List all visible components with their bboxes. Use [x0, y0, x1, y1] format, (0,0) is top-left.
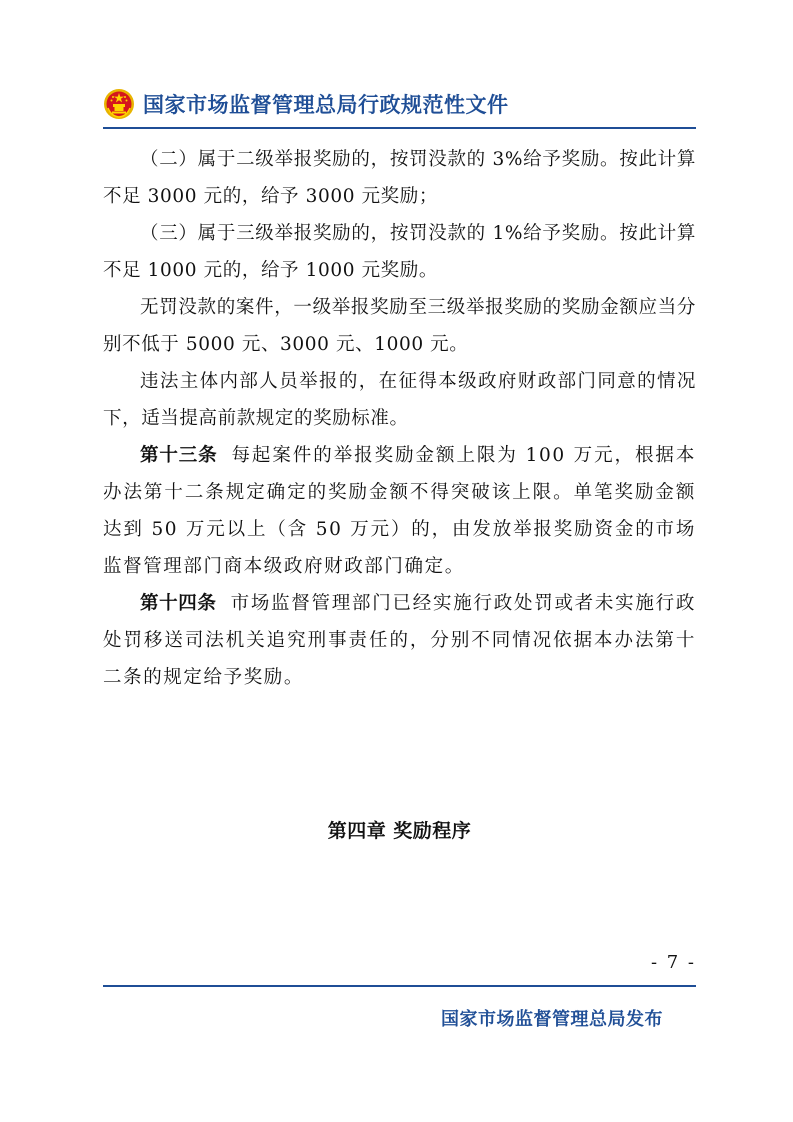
header-divider: [103, 127, 696, 129]
article-13: [103, 437, 696, 585]
paragraph-insider-reports: 违法主体内部人员举报的，在征得本级政府财政部门同意的情况下，适当提高前款规定的奖励标准。: [103, 371, 696, 429]
paragraph-no-fine-cases: 无罚没款的案件，一级举报奖励至三级举报奖励的奖励金额应当分别不低于 5000 元、3000 元、1000 元。: [103, 297, 696, 355]
footer-divider: [103, 985, 696, 987]
article-13-text: 每起案件的举报奖励金额上限为 100 万元，根据本办法第十二条规定确定的奖励金额不得突破该上限。单笔奖励金额达到 50 万元以上（含 50 万元）的，由发放举报奖励资金的市场监督管理部门商本级政府财政部门确定。: [103, 445, 696, 577]
article-14-text: 市场监督管理部门已经实施行政处罚或者未实施行政处罚移送司法机关追究刑事责任的，分别不同情况依据本办法第十二条的规定给予奖励。: [103, 593, 696, 688]
chapter-heading: 第四章 奖励程序: [327, 820, 472, 842]
paragraph-clause-2: （二）属于二级举报奖励的，按罚没款的 3%给予奖励。按此计算不足 3000 元的，给予 3000 元奖励；: [103, 149, 696, 207]
document-header: [103, 84, 509, 124]
footer-publisher: 国家市场监督管理总局发布: [441, 1009, 663, 1030]
article-14: [103, 585, 696, 696]
document-body: [103, 141, 696, 696]
article-13-label: 第十三条: [140, 445, 218, 466]
header-title: 国家市场监督管理总局行政规范性文件: [143, 93, 509, 117]
page-number: - 7 -: [650, 952, 696, 973]
paragraph-clause-3: （三）属于三级举报奖励的，按罚没款的 1%给予奖励。按此计算不足 1000 元的，给予 1000 元奖励。: [103, 223, 696, 281]
article-14-label: 第十四条: [140, 593, 217, 614]
national-emblem-icon: [103, 88, 135, 120]
